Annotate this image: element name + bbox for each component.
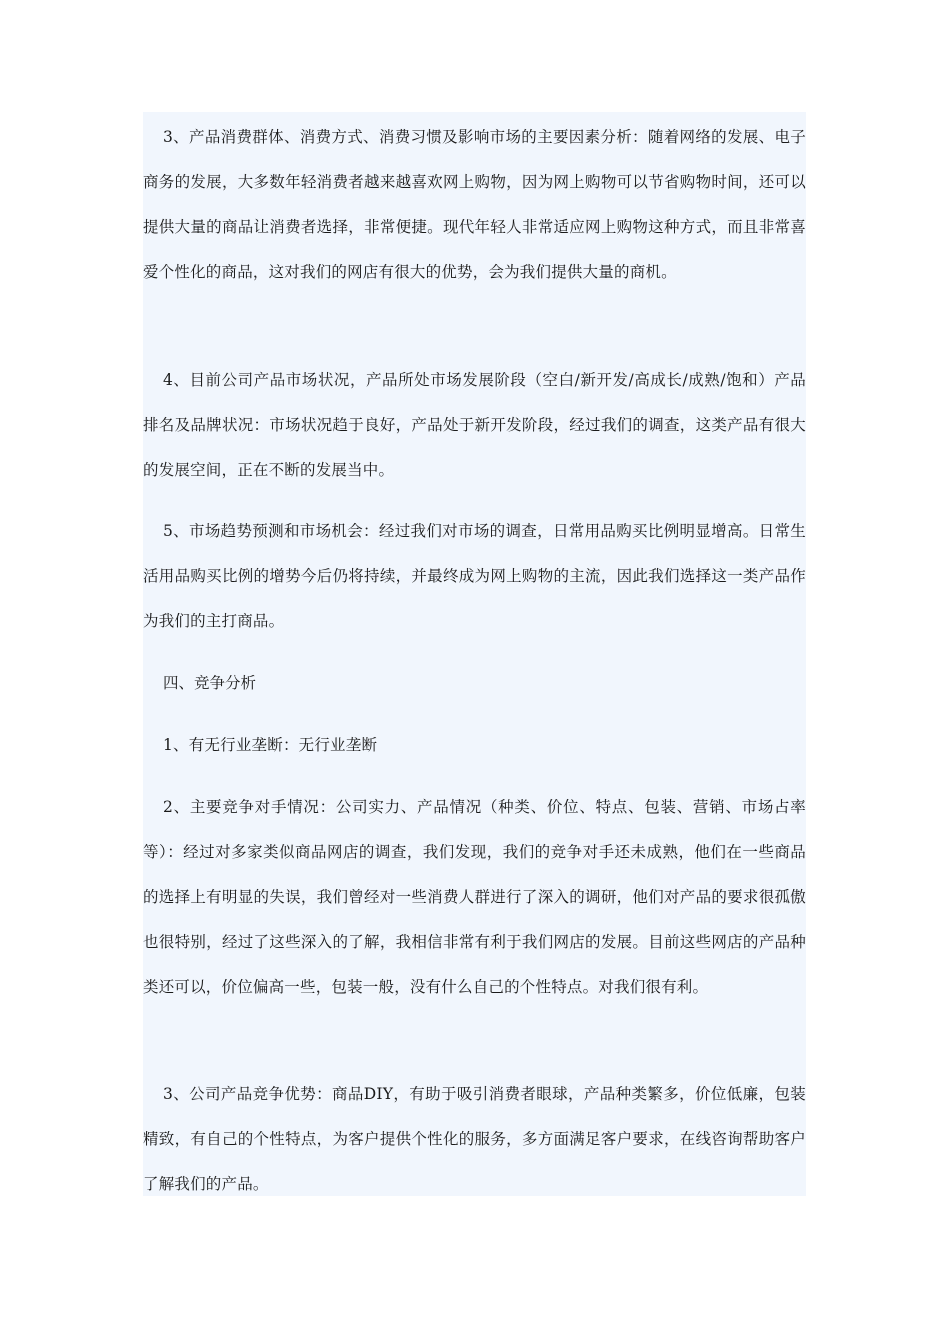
paragraph-competitive-advantage: 3、公司产品竞争优势：商品DIY，有助于吸引消费者眼球，产品种类繁多，价位低廉，包装精致，有自己的个性特点，为客户提供个性化的服务，多方面满足客户要求，在线咨询帮助客户了解我们的产品。 bbox=[143, 1085, 806, 1193]
paragraph-consumer-analysis: 3、产品消费群体、消费方式、消费习惯及影响市场的主要因素分析：随着网络的发展、电子商务的发展，大多数年轻消费者越来越喜欢网上购物，因为网上购物可以节省购物时间，还可以提供大量的商品让消费者选择，非常便捷。现代年轻人非常适应网上购物这种方式，而且非常喜爱个性化的商品，这对我们的网店有很大的优势，会为我们提供大量的商机。 bbox=[143, 128, 806, 281]
paragraph-monopoly: 1、有无行业垄断：无行业垄断 bbox=[163, 736, 378, 754]
section-heading-competition: 四、竞争分析 bbox=[163, 674, 257, 692]
paragraph-competitors: 2、主要竞争对手情况：公司实力、产品情况（种类、价位、特点、包装、营销、市场占率等）：经过对多家类似商品网店的调查，我们发现，我们的竞争对手还未成熟，他们在一些商品的选择上有明显的失误，我们曾经对一些消费人群进行了深入的调研，他们对产品的要求很孤傲也很特别，经过了这些深入的了解，我相信非常有利于我们网店的发展。目前这些网店的产品种类还可以，价位偏高一些，包装一般，没有什么自己的个性特点。对我们很有利。 bbox=[143, 798, 806, 996]
paragraph-market-trend: 5、市场趋势预测和市场机会：经过我们对市场的调查，日常用品购买比例明显增高。日常生活用品购买比例的增势今后仍将持续，并最终成为网上购物的主流，因此我们选择这一类产品作为我们的主打商品。 bbox=[143, 522, 806, 630]
paragraph-market-status: 4、目前公司产品市场状况，产品所处市场发展阶段（空白/新开发/高成长/成熟/饱和）产品排名及品牌状况：市场状况趋于良好，产品处于新开发阶段，经过我们的调查，这类产品有很大的发展空间，正在不断的发展当中。 bbox=[143, 371, 806, 479]
document-body bbox=[143, 112, 806, 1196]
